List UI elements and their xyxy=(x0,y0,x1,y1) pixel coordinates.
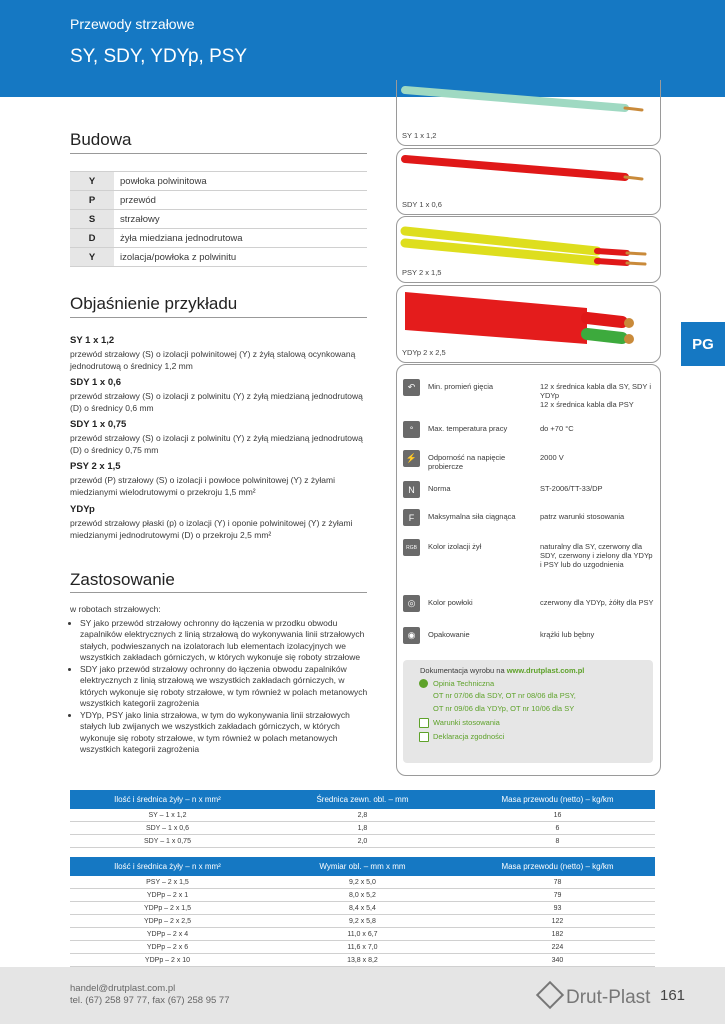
cable-sheath xyxy=(405,90,625,108)
cable-caption: SDY 1 x 0,6 xyxy=(402,200,442,209)
example-name: PSY 2 x 1,5 xyxy=(70,461,121,472)
page-title: SY, SDY, YDYp, PSY xyxy=(70,46,248,67)
cable-image xyxy=(396,148,661,215)
table-cell: 79 xyxy=(460,889,655,902)
cable-conductor xyxy=(625,177,642,179)
budowa-desc: żyła miedziana jednodrutowa xyxy=(114,229,367,248)
spec-label: Maksymalna siła ciągnąca xyxy=(428,512,516,521)
doc-url-link[interactable]: www.drutplast.com.pl xyxy=(506,666,585,675)
table-cell: 8,4 x 5,4 xyxy=(265,902,460,915)
column-header: Masa przewodu (netto) – kg/km xyxy=(460,857,655,876)
bend-radius-icon: ↶ xyxy=(403,379,420,396)
examples-rule xyxy=(70,317,367,318)
doc-opinion-refs-1: OT nr 07/06 dla SDY, OT nr 08/06 dla PSY, xyxy=(433,691,576,700)
example-item xyxy=(70,377,370,414)
table-cell: YDPp – 2 x 1 xyxy=(70,889,265,902)
zastosowanie-intro: w robotach strzałowych: xyxy=(70,604,161,614)
page-footer xyxy=(0,967,725,1024)
table-cell: 8 xyxy=(460,835,655,848)
table-cell: 1,8 xyxy=(265,822,460,835)
spec-value: czerwony dla YDYp, żółty dla PSY xyxy=(540,598,654,607)
brand-logo xyxy=(540,985,650,1009)
table-cell: 93 xyxy=(460,902,655,915)
norm-icon: N xyxy=(403,481,420,498)
column-header: Wymiar obl. – mm x mm xyxy=(265,857,460,876)
table-row xyxy=(70,941,655,954)
column-header: Ilość i średnica żyły – n x mm² xyxy=(70,857,265,876)
example-text: przewód strzałowy płaski (p) o izolacji (Y) i oponie polwinitowej (Y) z żyłami miedzianymi jednodrutowymi (D) o przekroju 2,5 mm² xyxy=(70,518,353,540)
table-row xyxy=(70,809,655,822)
declaration-icon xyxy=(419,732,429,742)
spec-label: Opakowanie xyxy=(428,630,470,639)
table-row xyxy=(70,928,655,941)
spec-value: ST-2006/TT-33/DP xyxy=(540,484,603,493)
table-cell: 8,0 x 5,2 xyxy=(265,889,460,902)
table-cell: PSY – 2 x 1,5 xyxy=(70,876,265,889)
spec-value: 12 x średnica kabla dla SY, SDY i YDYp 12 x średnica kabla dla PSY xyxy=(540,382,652,409)
example-name: SDY 1 x 0,75 xyxy=(70,419,127,430)
cable-caption: PSY 2 x 1,5 xyxy=(402,268,442,277)
cable-caption: YDYp 2 x 2,5 xyxy=(402,348,446,357)
table-cell: 9,2 x 5,8 xyxy=(265,915,460,928)
doc-declaration[interactable]: Deklaracja zgodności xyxy=(433,732,505,741)
example-text: przewód strzałowy (S) o izolacji z polwinitu (Y) z żyłą miedzianą jednodrutową (D) o średnicy 0,75 mm xyxy=(70,433,363,455)
table-single-core xyxy=(70,790,655,848)
brand-logo-icon xyxy=(536,981,564,1009)
cable-conductor xyxy=(624,334,634,344)
table-cell: 9,2 x 5,0 xyxy=(265,876,460,889)
table-cell: 78 xyxy=(460,876,655,889)
spec-label: Min. promień gięcia xyxy=(428,382,494,391)
table-row xyxy=(70,889,655,902)
zastosowanie-bullet: • SY jako przewód strzałowy ochronny do łączenia w przodku obwodu zapalników elektrycznych z linią strzałową do wykonywania linii strzałowych stałych, podwieszanych na izolatorach lub elementach izolacyjnych we wszystkich zakładach górniczych, w których wykonuje się roboty strzałowe xyxy=(80,618,370,664)
brand-name: Drut-Plast xyxy=(566,987,651,1008)
budowa-row xyxy=(70,210,367,229)
page-number: 161 xyxy=(660,987,686,1004)
zastosowanie-text xyxy=(70,604,370,756)
cable-image xyxy=(396,216,661,283)
table-cell: 224 xyxy=(460,941,655,954)
cable-conductor xyxy=(627,263,645,264)
budowa-letter: Y xyxy=(70,248,114,267)
budowa-desc: powłoka polwinitowa xyxy=(114,172,367,191)
sheath-color-icon: ◎ xyxy=(403,595,420,612)
category-label: Przewody strzałowe xyxy=(70,16,195,32)
table-cell: 2,8 xyxy=(265,809,460,822)
table-cell: 182 xyxy=(460,928,655,941)
cable-conductor xyxy=(624,318,634,328)
spec-label: Kolor izolacji żył xyxy=(428,542,482,551)
example-item xyxy=(70,419,370,456)
zastosowanie-heading: Zastosowanie xyxy=(70,570,175,589)
table-cell: 11,0 x 6,7 xyxy=(265,928,460,941)
spec-value: do +70 °C xyxy=(540,424,574,433)
table-cell: 340 xyxy=(460,954,655,967)
section-tab-pg[interactable]: PG xyxy=(681,322,725,366)
example-text: przewód strzałowy (S) o izolacji z polwinitu (Y) z żyłą miedzianą jednodrutową (D) o średnicy 0,6 mm xyxy=(70,391,363,413)
table-cell: YDPp – 2 x 10 xyxy=(70,954,265,967)
examples-heading: Objaśnienie przykładu xyxy=(70,294,238,313)
cable-image xyxy=(396,285,661,363)
doc-opinion-refs-2: OT nr 09/06 dla YDYp, OT nr 10/06 dla SY xyxy=(433,704,575,713)
example-name: SDY 1 x 0,6 xyxy=(70,377,122,388)
example-text: przewód strzałowy (S) o izolacji polwinitowej (Y) z żyłą stalową ocynkowaną jednodrutową o średnicy 1,2 mm xyxy=(70,349,356,371)
spec-value: 2000 V xyxy=(540,453,564,462)
spec-value: krążki lub bębny xyxy=(540,630,595,639)
table-cell: SDY – 1 x 0,75 xyxy=(70,835,265,848)
column-header: Średnica zewn. obl. – mm xyxy=(265,790,460,809)
spec-value: patrz warunki stosowania xyxy=(540,512,625,521)
budowa-rule xyxy=(70,153,367,154)
budowa-heading: Budowa xyxy=(70,130,132,149)
cable-sheath xyxy=(405,292,587,344)
rgb-icon: RGB xyxy=(403,539,420,556)
budowa-row xyxy=(70,248,367,267)
budowa-table xyxy=(70,171,367,267)
zastosowanie-rule xyxy=(70,592,367,593)
table-row xyxy=(70,876,655,889)
budowa-letter: S xyxy=(70,210,114,229)
table-cell: YDPp – 2 x 2,5 xyxy=(70,915,265,928)
spec-label: Norma xyxy=(428,484,451,493)
cable-conductor xyxy=(625,108,642,110)
table-cell: 2,0 xyxy=(265,835,460,848)
cable-conductor xyxy=(627,253,645,254)
packaging-icon: ◉ xyxy=(403,627,420,644)
footer-contact xyxy=(70,983,230,1007)
table-row xyxy=(70,822,655,835)
budowa-letter: Y xyxy=(70,172,114,191)
example-item xyxy=(70,335,370,372)
budowa-desc: izolacja/powłoka z polwinitu xyxy=(114,248,367,267)
budowa-row xyxy=(70,229,367,248)
example-name: SY 1 x 1,2 xyxy=(70,335,115,346)
footer-phone: tel. (67) 258 97 77, fax (67) 258 95 77 xyxy=(70,995,230,1006)
table-cell: SDY – 1 x 0,6 xyxy=(70,822,265,835)
example-text: przewód (P) strzałowy (S) o izolacji i powłoce polwinitowej (Y) z żyłami miedzianymi wielodrutowymi o przekroju 1,5 mm² xyxy=(70,475,335,497)
budowa-desc: przewód xyxy=(114,191,367,210)
doc-intro-line xyxy=(420,666,584,675)
cable-caption: SY 1 x 1,2 xyxy=(402,131,437,140)
doc-conditions[interactable]: Warunki stosowania xyxy=(433,718,500,727)
example-name: YDYp xyxy=(70,504,95,515)
cable-image xyxy=(396,80,661,146)
budowa-row xyxy=(70,191,367,210)
zastosowanie-bullets xyxy=(70,618,370,756)
table-row xyxy=(70,954,655,967)
table-cell: 11,6 x 7,0 xyxy=(265,941,460,954)
table-cell: 13,8 x 8,2 xyxy=(265,954,460,967)
voltage-icon: ⚡ xyxy=(403,450,420,467)
zastosowanie-bullet: • SDY jako przewód strzałowy ochronny do łączenia obwodu zapalników elektrycznych z linią strzałową we wszystkich zakładach górniczych, w których wykonuje się roboty strzałowe, w tym również w polach metanowych wszystkich kategorii zagrożenia xyxy=(80,664,370,710)
example-item xyxy=(70,504,370,541)
table-cell: SY – 1 x 1,2 xyxy=(70,809,265,822)
budowa-letter: P xyxy=(70,191,114,210)
force-icon: F xyxy=(403,509,420,526)
table-cell: 16 xyxy=(460,809,655,822)
cable-sheath xyxy=(405,159,625,177)
table-row xyxy=(70,835,655,848)
cable-core xyxy=(587,318,622,322)
table-row xyxy=(70,902,655,915)
table-cell: 122 xyxy=(460,915,655,928)
spec-label: Max. temperatura pracy xyxy=(428,424,508,433)
spec-value: naturalny dla SY, czerwony dla SDY, czerwony i zielony dla YDYp i PSY lub do uzgodnienia xyxy=(540,542,653,569)
thermometer-icon: ° xyxy=(403,421,420,438)
doc-opinion[interactable]: Opinia Techniczna xyxy=(433,679,495,688)
example-item xyxy=(70,461,370,498)
zastosowanie-bullet: • YDYp, PSY jako linia strzałowa, w tym do wykonywania linii strzałowych stałych lub zwijanych we wszystkich zakładach górniczych, w których wykonuje się roboty strzałowe, w tym również w polach metanowych wszystkich kategorii zagrożenia xyxy=(80,710,370,756)
documentation-box xyxy=(403,660,653,763)
table-cell: YDPp – 2 x 4 xyxy=(70,928,265,941)
opinion-icon xyxy=(419,679,428,688)
budowa-desc: strzałowy xyxy=(114,210,367,229)
table-cell: 6 xyxy=(460,822,655,835)
conditions-icon xyxy=(419,718,429,728)
spec-label: Odporność na napięcie probiercze xyxy=(428,453,506,471)
footer-email[interactable]: handel@drutplast.com.pl xyxy=(70,983,176,994)
spec-label: Kolor powłoki xyxy=(428,598,473,607)
column-header: Masa przewodu (netto) – kg/km xyxy=(460,790,655,809)
table-cell: YDPp – 2 x 1,5 xyxy=(70,902,265,915)
cable-core xyxy=(597,261,627,263)
doc-intro: Dokumentacja wyrobu na xyxy=(420,666,507,675)
table-cell: YDPp – 2 x 6 xyxy=(70,941,265,954)
budowa-letter: D xyxy=(70,229,114,248)
table-row xyxy=(70,915,655,928)
cable-core xyxy=(587,334,622,338)
table-flat-cables xyxy=(70,857,655,967)
budowa-row xyxy=(70,172,367,191)
cable-core xyxy=(597,251,627,253)
column-header: Ilość i średnica żyły – n x mm² xyxy=(70,790,265,809)
